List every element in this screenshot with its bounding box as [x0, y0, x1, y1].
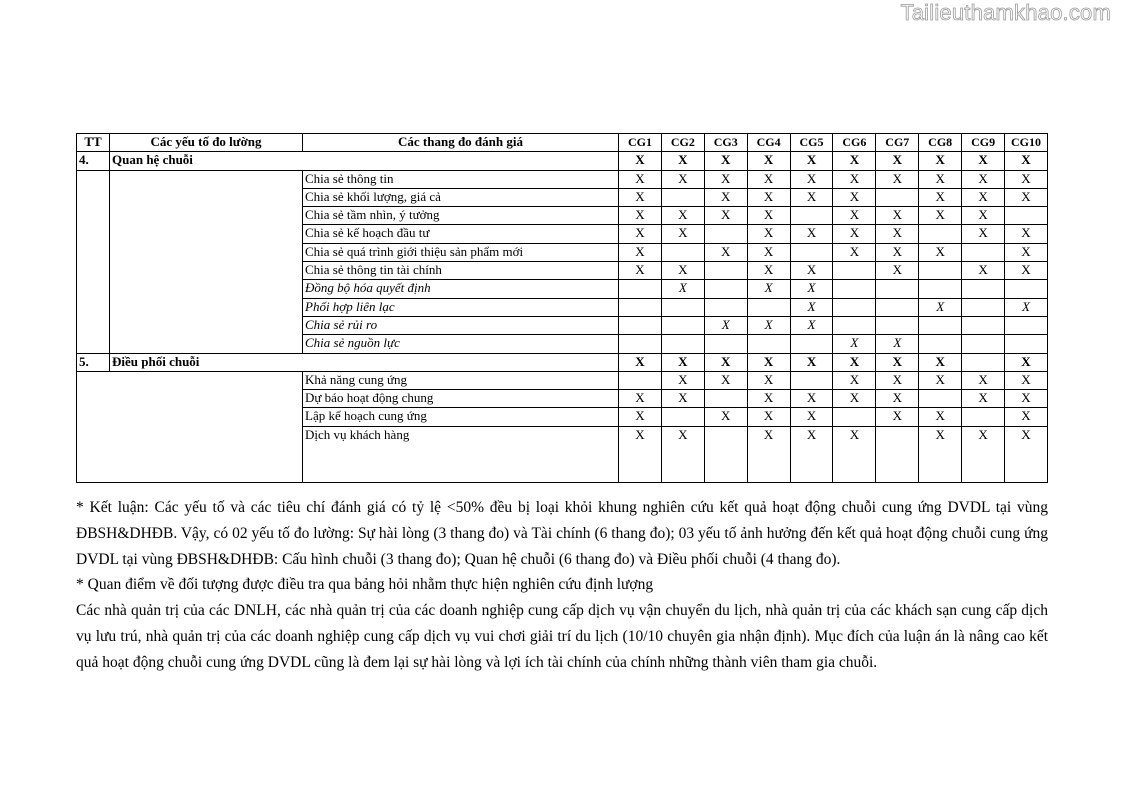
- mark-cell: X: [619, 390, 662, 408]
- mark-cell: [833, 316, 876, 334]
- mark-cell: X: [619, 152, 662, 170]
- header-expert: CG1: [619, 134, 662, 152]
- mark-cell: [876, 298, 919, 316]
- mark-cell: X: [661, 262, 704, 280]
- table-body: [77, 152, 1048, 483]
- mark-cell: X: [833, 371, 876, 389]
- header-expert: CG3: [704, 134, 747, 152]
- header-factors: Các yếu tố đo lường: [110, 134, 303, 152]
- mark-cell: X: [962, 371, 1005, 389]
- mark-cell: X: [747, 188, 790, 206]
- viewpoint-paragraph: * Quan điểm về đối tượng được điều tra qua bảng hỏi nhằm thực hiện nghiên cứu định lượng: [76, 576, 654, 593]
- mark-cell: X: [876, 225, 919, 243]
- mark-cell: X: [919, 371, 962, 389]
- mark-cell: [833, 262, 876, 280]
- mark-cell: [790, 335, 833, 353]
- mark-cell: X: [790, 225, 833, 243]
- mark-cell: X: [747, 408, 790, 426]
- mark-cell: X: [919, 408, 962, 426]
- mark-cell: [919, 390, 962, 408]
- header-scales: Các thang đo đánh giá: [303, 134, 619, 152]
- mark-cell: X: [747, 170, 790, 188]
- mark-cell: X: [704, 170, 747, 188]
- mark-cell: X: [962, 188, 1005, 206]
- mark-cell: X: [876, 207, 919, 225]
- mark-cell: [962, 316, 1005, 334]
- mark-cell: X: [833, 188, 876, 206]
- mark-cell: X: [962, 262, 1005, 280]
- mark-cell: X: [704, 371, 747, 389]
- mark-cell: X: [661, 207, 704, 225]
- blank-tt-cell: [77, 170, 110, 353]
- mark-cell: X: [833, 426, 876, 482]
- mark-cell: [704, 262, 747, 280]
- mark-cell: [661, 243, 704, 261]
- scale-label: Lập kế hoạch cung ứng: [303, 408, 619, 426]
- mark-cell: [833, 408, 876, 426]
- mark-cell: X: [962, 170, 1005, 188]
- table-header-row: [77, 134, 1048, 152]
- mark-cell: [661, 298, 704, 316]
- evaluation-table: [76, 133, 1048, 483]
- scale-label: Chia sẻ kế hoạch đầu tư: [303, 225, 619, 243]
- mark-cell: X: [619, 225, 662, 243]
- mark-cell: X: [1005, 298, 1048, 316]
- mark-cell: [704, 390, 747, 408]
- mark-cell: X: [919, 426, 962, 482]
- mark-cell: X: [790, 408, 833, 426]
- mark-cell: X: [790, 188, 833, 206]
- mark-cell: X: [962, 152, 1005, 170]
- mark-cell: [704, 335, 747, 353]
- mark-cell: [833, 298, 876, 316]
- header-expert: CG4: [747, 134, 790, 152]
- mark-cell: X: [619, 188, 662, 206]
- group-row: [77, 353, 1048, 371]
- mark-cell: [1005, 280, 1048, 298]
- header-expert: CG8: [919, 134, 962, 152]
- mark-cell: [619, 371, 662, 389]
- mark-cell: [1005, 207, 1048, 225]
- mark-cell: [962, 335, 1005, 353]
- mark-cell: X: [661, 426, 704, 482]
- scale-label: Chia sẻ nguồn lực: [303, 335, 619, 353]
- mark-cell: [876, 426, 919, 482]
- group-number: 5.: [77, 353, 110, 371]
- mark-cell: [919, 335, 962, 353]
- mark-cell: X: [619, 170, 662, 188]
- mark-cell: [704, 298, 747, 316]
- mark-cell: X: [876, 243, 919, 261]
- mark-cell: [619, 335, 662, 353]
- mark-cell: X: [919, 188, 962, 206]
- mark-cell: X: [704, 316, 747, 334]
- mark-cell: [790, 371, 833, 389]
- mark-cell: X: [962, 225, 1005, 243]
- mark-cell: X: [790, 262, 833, 280]
- mark-cell: X: [919, 152, 962, 170]
- mark-cell: X: [790, 152, 833, 170]
- mark-cell: [833, 280, 876, 298]
- mark-cell: X: [919, 353, 962, 371]
- mark-cell: X: [747, 426, 790, 482]
- mark-cell: [919, 316, 962, 334]
- mark-cell: [876, 188, 919, 206]
- mark-cell: X: [661, 353, 704, 371]
- mark-cell: X: [876, 390, 919, 408]
- scale-label: Chia sẻ thông tin: [303, 170, 619, 188]
- mark-cell: [1005, 316, 1048, 334]
- mark-cell: X: [747, 371, 790, 389]
- header-expert: CG6: [833, 134, 876, 152]
- mark-cell: X: [1005, 170, 1048, 188]
- mark-cell: [704, 426, 747, 482]
- mark-cell: X: [790, 280, 833, 298]
- mark-cell: X: [790, 353, 833, 371]
- mark-cell: X: [962, 390, 1005, 408]
- mark-cell: [747, 298, 790, 316]
- watermark-text: Tailieuthamkhao.com: [900, 0, 1111, 25]
- mark-cell: X: [1005, 371, 1048, 389]
- mark-cell: [619, 280, 662, 298]
- mark-cell: X: [876, 408, 919, 426]
- mark-cell: X: [747, 353, 790, 371]
- mark-cell: X: [962, 207, 1005, 225]
- mark-cell: X: [661, 390, 704, 408]
- mark-cell: [747, 335, 790, 353]
- mark-cell: X: [919, 298, 962, 316]
- scale-label: Phối hợp liên lạc: [303, 298, 619, 316]
- mark-cell: X: [619, 262, 662, 280]
- mark-cell: X: [833, 170, 876, 188]
- mark-cell: X: [833, 243, 876, 261]
- administrators-paragraph: Các nhà quản trị của các DNLH, các nhà quản trị của các doanh nghiệp cung cấp dịch vụ vận chuyển du lịch, nhà quản trị của các khách sạn cung cấp dịch vụ lưu trú, nhà quản trị của các doanh nghiệp cung cấp dịch vụ vui chơi giải trí du lịch (10/10 chuyên gia nhận định). Mục đích của luận án là nâng cao kết quả hoạt động chuỗi cung ứng DVDL cũng là đem lại sự hài lòng và lợi ích tài chính của chính những thành viên tham gia chuỗi.: [76, 602, 1048, 671]
- mark-cell: [790, 243, 833, 261]
- mark-cell: X: [1005, 243, 1048, 261]
- mark-cell: X: [1005, 225, 1048, 243]
- mark-cell: [962, 298, 1005, 316]
- mark-cell: X: [619, 408, 662, 426]
- mark-cell: X: [1005, 390, 1048, 408]
- mark-cell: X: [619, 353, 662, 371]
- mark-cell: X: [919, 207, 962, 225]
- mark-cell: X: [876, 262, 919, 280]
- mark-cell: X: [876, 353, 919, 371]
- header-tt: TT: [77, 134, 110, 152]
- mark-cell: [704, 225, 747, 243]
- mark-cell: X: [1005, 426, 1048, 482]
- header-expert: CG2: [661, 134, 704, 152]
- mark-cell: X: [619, 207, 662, 225]
- mark-cell: X: [790, 390, 833, 408]
- mark-cell: [876, 280, 919, 298]
- mark-cell: X: [704, 408, 747, 426]
- mark-cell: [876, 316, 919, 334]
- mark-cell: [919, 280, 962, 298]
- mark-cell: X: [704, 353, 747, 371]
- conclusion-paragraph: * Kết luận: Các yếu tố và các tiêu chí đánh giá có tỷ lệ <50% đều bị loại khỏi khung nghiên cứu kết quả hoạt động chuỗi cung ứng DVDL tại vùng ĐBSH&DHĐB. Vậy, có 02 yếu tố đo lường: Sự hài lòng (3 thang đo) và Tài chính (6 thang đo); 03 yếu tố ảnh hưởng đến kết quả hoạt động chuỗi cung ứng DVDL tại vùng ĐBSH&DHĐB: Cấu hình chuỗi (3 thang đo); Quan hệ chuỗi (6 thang đo) và Điều phối chuỗi (4 thang đo).: [76, 499, 1048, 568]
- mark-cell: X: [876, 335, 919, 353]
- group-row: [77, 152, 1048, 170]
- scale-label: Chia sẻ tầm nhìn, ý tưởng: [303, 207, 619, 225]
- mark-cell: [661, 188, 704, 206]
- mark-cell: [962, 243, 1005, 261]
- scale-label: Chia sẻ quá trình giới thiệu sản phẩm mới: [303, 243, 619, 261]
- mark-cell: [962, 408, 1005, 426]
- scale-label: Dịch vụ khách hàng: [303, 426, 619, 482]
- mark-cell: X: [747, 152, 790, 170]
- blank-factor-cell: [110, 170, 303, 353]
- mark-cell: X: [747, 243, 790, 261]
- header-expert: CG10: [1005, 134, 1048, 152]
- mark-cell: X: [704, 207, 747, 225]
- table-row: [77, 371, 1048, 389]
- mark-cell: [790, 207, 833, 225]
- group-title: Quan hệ chuỗi: [110, 152, 619, 170]
- scale-label: Dự báo hoạt động chung: [303, 390, 619, 408]
- mark-cell: X: [833, 152, 876, 170]
- header-expert: CG9: [962, 134, 1005, 152]
- mark-cell: X: [619, 426, 662, 482]
- mark-cell: [919, 225, 962, 243]
- mark-cell: X: [1005, 188, 1048, 206]
- group-title: Điều phối chuỗi: [110, 353, 619, 371]
- table-row: [77, 170, 1048, 188]
- mark-cell: X: [919, 243, 962, 261]
- mark-cell: X: [833, 353, 876, 371]
- mark-cell: X: [1005, 408, 1048, 426]
- mark-cell: X: [833, 225, 876, 243]
- mark-cell: X: [790, 426, 833, 482]
- mark-cell: X: [919, 170, 962, 188]
- mark-cell: X: [661, 170, 704, 188]
- mark-cell: [661, 335, 704, 353]
- scale-label: Khả năng cung ứng: [303, 371, 619, 389]
- mark-cell: X: [747, 262, 790, 280]
- mark-cell: X: [1005, 262, 1048, 280]
- mark-cell: X: [790, 170, 833, 188]
- scale-label: Đồng bộ hóa quyết định: [303, 280, 619, 298]
- mark-cell: X: [876, 371, 919, 389]
- mark-cell: [619, 298, 662, 316]
- mark-cell: X: [747, 316, 790, 334]
- mark-cell: X: [747, 280, 790, 298]
- mark-cell: [919, 262, 962, 280]
- mark-cell: X: [661, 371, 704, 389]
- mark-cell: [704, 280, 747, 298]
- mark-cell: X: [747, 390, 790, 408]
- mark-cell: [962, 353, 1005, 371]
- mark-cell: X: [661, 280, 704, 298]
- mark-cell: X: [704, 243, 747, 261]
- mark-cell: X: [747, 225, 790, 243]
- mark-cell: [661, 316, 704, 334]
- scale-label: Chia sẻ rủi ro: [303, 316, 619, 334]
- mark-cell: X: [833, 207, 876, 225]
- mark-cell: X: [1005, 353, 1048, 371]
- mark-cell: X: [876, 170, 919, 188]
- mark-cell: X: [619, 243, 662, 261]
- mark-cell: [619, 316, 662, 334]
- mark-cell: X: [661, 225, 704, 243]
- mark-cell: X: [704, 188, 747, 206]
- header-expert: CG5: [790, 134, 833, 152]
- mark-cell: X: [962, 426, 1005, 482]
- mark-cell: X: [661, 152, 704, 170]
- scale-label: Chia sẻ khối lượng, giá cả: [303, 188, 619, 206]
- group-number: 4.: [77, 152, 110, 170]
- mark-cell: X: [833, 390, 876, 408]
- mark-cell: X: [704, 152, 747, 170]
- mark-cell: [962, 280, 1005, 298]
- mark-cell: X: [747, 207, 790, 225]
- mark-cell: X: [1005, 152, 1048, 170]
- mark-cell: [1005, 335, 1048, 353]
- mark-cell: X: [876, 152, 919, 170]
- scale-label: Chia sẻ thông tin tài chính: [303, 262, 619, 280]
- mark-cell: X: [833, 335, 876, 353]
- mark-cell: X: [790, 316, 833, 334]
- mark-cell: [661, 408, 704, 426]
- header-expert: CG7: [876, 134, 919, 152]
- mark-cell: X: [790, 298, 833, 316]
- blank-tt-cell: [77, 371, 303, 482]
